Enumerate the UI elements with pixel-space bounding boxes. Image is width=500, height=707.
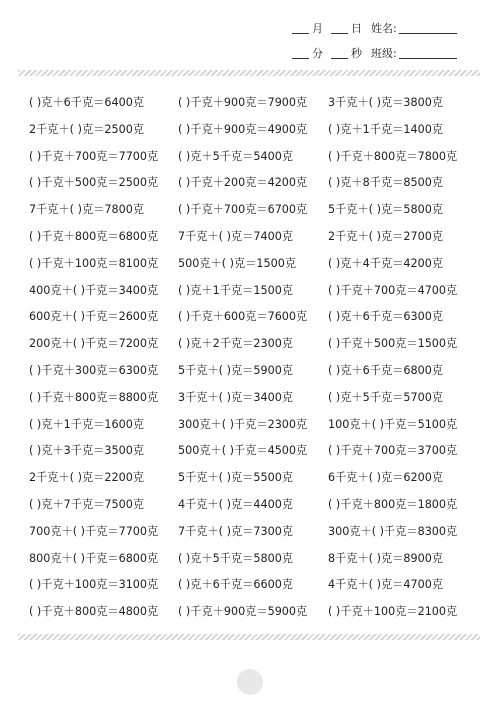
problem-item[interactable]: 2千克＋( )克＝2200克	[29, 471, 144, 485]
problem-item[interactable]: ( )千克＋800克＝8800克	[29, 390, 159, 404]
problem-item[interactable]: ( )千克＋700克＝3700克	[328, 444, 458, 458]
problem-item[interactable]: 400克＋( )千克＝3400克	[29, 283, 159, 297]
problem-item[interactable]: ( )克＋6千克＝6300克	[328, 310, 443, 324]
problem-item[interactable]: ( )克＋8千克＝8500克	[328, 176, 443, 190]
problem-row	[0, 519, 500, 546]
date-line	[292, 20, 370, 36]
day-blank[interactable]	[331, 32, 348, 34]
problem-row	[0, 251, 500, 278]
day-label: 日	[351, 22, 362, 35]
problem-item[interactable]: ( )千克＋100克＝3100克	[29, 578, 159, 592]
problem-item[interactable]: ( )克＋3千克＝3500克	[29, 444, 144, 458]
problem-item[interactable]: ( )千克＋800克＝4800克	[29, 605, 159, 619]
problem-row	[0, 546, 500, 573]
problem-item[interactable]: ( )克＋1千克＝1600克	[29, 417, 144, 431]
page-number-badge	[237, 669, 263, 695]
problem-item[interactable]: ( )克＋1千克＝1400克	[328, 122, 443, 136]
class-blank[interactable]	[399, 57, 457, 59]
problem-item[interactable]: ( )千克＋700克＝6700克	[178, 203, 308, 217]
problem-row	[0, 465, 500, 492]
problem-item[interactable]: 200克＋( )千克＝7200克	[29, 337, 159, 351]
problem-item[interactable]: ( )千克＋800克＝1800克	[328, 497, 458, 511]
problem-row	[0, 278, 500, 305]
problem-item[interactable]: 7千克＋( )克＝7400克	[178, 229, 293, 243]
name-line	[371, 20, 457, 36]
problem-item[interactable]: 500克＋( )千克＝4500克	[178, 444, 308, 458]
problem-grid	[0, 90, 500, 626]
problem-item[interactable]: ( )千克＋700克＝7700克	[29, 149, 159, 163]
minute-label: 分	[312, 47, 323, 60]
problem-row	[0, 572, 500, 599]
problem-item[interactable]: ( )千克＋100克＝2100克	[328, 605, 458, 619]
problem-item[interactable]: 6千克＋( )克＝6200克	[328, 471, 443, 485]
problem-item[interactable]: ( )千克＋700克＝4700克	[328, 283, 458, 297]
problem-item[interactable]: 100克＋( )千克＝5100克	[328, 417, 458, 431]
problem-row	[0, 304, 500, 331]
time-line	[292, 45, 370, 61]
problem-item[interactable]: 4千克＋( )克＝4400克	[178, 497, 293, 511]
second-blank[interactable]	[331, 57, 348, 59]
problem-item[interactable]: 2千克＋( )克＝2700克	[328, 229, 443, 243]
problem-item[interactable]: 7千克＋( )克＝7800克	[29, 203, 144, 217]
problem-item[interactable]: ( )克＋4千克＝4200克	[328, 256, 443, 270]
class-line	[371, 45, 457, 61]
problem-row	[0, 90, 500, 117]
problem-item[interactable]: ( )千克＋800克＝6800克	[29, 229, 159, 243]
problem-item[interactable]: 5千克＋( )克＝5500克	[178, 471, 293, 485]
problem-row	[0, 117, 500, 144]
name-label: 姓名:	[371, 22, 397, 35]
class-label: 班级:	[371, 47, 397, 60]
problem-item[interactable]: 5千克＋( )克＝5800克	[328, 203, 443, 217]
problem-row	[0, 197, 500, 224]
minute-blank[interactable]	[292, 57, 309, 59]
problem-item[interactable]: ( )克＋6千克＝6800克	[328, 363, 443, 377]
problem-item[interactable]: 5千克＋( )克＝5900克	[178, 363, 293, 377]
problem-item[interactable]: ( )千克＋600克＝7600克	[178, 310, 308, 324]
problem-item[interactable]: ( )千克＋900克＝7900克	[178, 96, 308, 109]
name-blank[interactable]	[399, 32, 457, 34]
bottom-divider	[18, 634, 480, 640]
problem-row	[0, 412, 500, 439]
problem-row	[0, 144, 500, 171]
problem-item[interactable]: ( )千克＋200克＝4200克	[178, 176, 308, 190]
problem-item[interactable]: 4千克＋( )克＝4700克	[328, 578, 443, 592]
top-divider	[18, 70, 480, 76]
problem-item[interactable]: ( )克＋6千克＝6600克	[178, 578, 293, 592]
problem-item[interactable]: ( )克＋5千克＝5800克	[178, 551, 293, 565]
problem-row	[0, 224, 500, 251]
problem-item[interactable]: ( )克＋5千克＝5400克	[178, 149, 293, 163]
problem-row	[0, 331, 500, 358]
problem-item[interactable]: ( )千克＋900克＝4900克	[178, 122, 308, 136]
problem-item[interactable]: 3千克＋( )克＝3400克	[178, 390, 293, 404]
problem-item[interactable]: 500克＋( )克＝1500克	[178, 256, 297, 270]
problem-row	[0, 358, 500, 385]
second-label: 秒	[351, 47, 362, 60]
problem-row	[0, 170, 500, 197]
problem-row	[0, 492, 500, 519]
problem-item[interactable]: 7千克＋( )克＝7300克	[178, 524, 293, 538]
problem-item[interactable]: ( )克＋6千克＝6400克	[29, 96, 144, 109]
problem-item[interactable]: 800克＋( )千克＝6800克	[29, 551, 159, 565]
problem-item[interactable]: ( )千克＋100克＝8100克	[29, 256, 159, 270]
problem-item[interactable]: 8千克＋( )克＝8900克	[328, 551, 443, 565]
problem-item[interactable]: 700克＋( )千克＝7700克	[29, 524, 159, 538]
problem-item[interactable]: 3千克＋( )克＝3800克	[328, 96, 443, 109]
problem-item[interactable]: ( )千克＋500克＝1500克	[328, 337, 458, 351]
problem-item[interactable]: 600克＋( )千克＝2600克	[29, 310, 159, 324]
problem-row	[0, 438, 500, 465]
problem-item[interactable]: ( )克＋2千克＝2300克	[178, 337, 293, 351]
problem-item[interactable]: ( )克＋1千克＝1500克	[178, 283, 293, 297]
problem-item[interactable]: ( )千克＋900克＝5900克	[178, 605, 308, 619]
problem-item[interactable]: ( )千克＋300克＝6300克	[29, 363, 159, 377]
worksheet-header	[0, 0, 500, 70]
month-blank[interactable]	[292, 32, 309, 34]
problem-row	[0, 385, 500, 412]
problem-item[interactable]: ( )克＋5千克＝5700克	[328, 390, 443, 404]
problem-item[interactable]: 300克＋( )千克＝2300克	[178, 417, 308, 431]
problem-item[interactable]: ( )千克＋800克＝7800克	[328, 149, 458, 163]
problem-item[interactable]: 2千克＋( )克＝2500克	[29, 122, 144, 136]
problem-row	[0, 599, 500, 626]
problem-item[interactable]: ( )克＋7千克＝7500克	[29, 497, 144, 511]
problem-item[interactable]: ( )千克＋500克＝2500克	[29, 176, 159, 190]
problem-item[interactable]: 300克＋( )千克＝8300克	[328, 524, 458, 538]
month-label: 月	[312, 22, 323, 35]
